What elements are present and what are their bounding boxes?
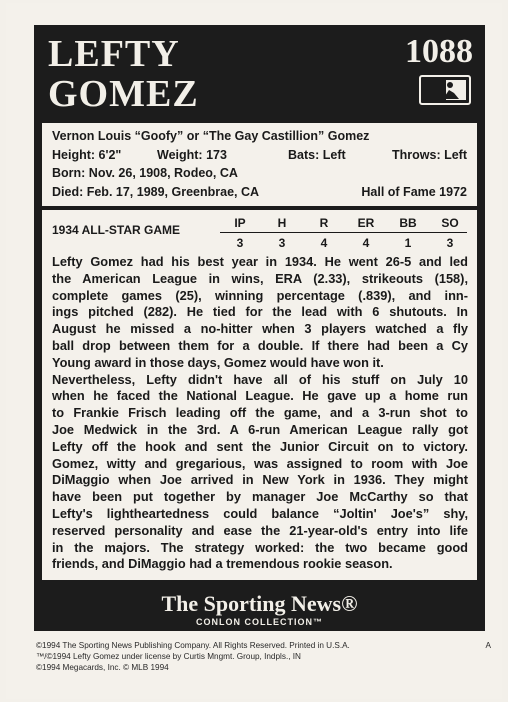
story-line: the American League in wins, ERA (2.33), strikeouts (158), bbox=[52, 270, 468, 286]
story-line: Lefty off the hook and sent the Junior Circuit on to victory. bbox=[52, 438, 468, 454]
story-text bbox=[52, 254, 468, 573]
story-line: friends, and DiMaggio had a tremendous rookie season. bbox=[52, 556, 393, 572]
stat-header: R bbox=[319, 216, 329, 230]
stat-header: ER bbox=[357, 216, 375, 230]
stat-value: 3 bbox=[278, 236, 286, 250]
copyright-block bbox=[36, 640, 491, 673]
stat-value: 3 bbox=[236, 236, 244, 250]
throws: Throws: Left bbox=[392, 147, 467, 162]
brand-footer bbox=[34, 585, 485, 631]
stat-line bbox=[52, 216, 467, 252]
copyright-line: ™/©1994 Lefty Gomez under license by Curtis Mngmt. Group, Indpls., IN bbox=[36, 652, 301, 661]
story-line: ball drop between them for a double. If there had been a Cy bbox=[52, 337, 468, 353]
story-line: complete games (25), winning percentage (.839), and inn- bbox=[52, 287, 468, 303]
stat-header: IP bbox=[234, 216, 246, 230]
story-line: ings pitched (282). He tied for the lead with 6 shutouts. In bbox=[52, 304, 468, 320]
died: Died: Feb. 17, 1989, Greenbrae, CA bbox=[52, 184, 260, 199]
brand-subtitle: CONLON COLLECTION™ bbox=[196, 617, 323, 627]
stat-header: SO bbox=[441, 216, 459, 230]
bats: Bats: Left bbox=[288, 147, 346, 162]
brand-logo: The Sporting News® bbox=[161, 591, 358, 616]
player-last-name: GOMEZ bbox=[48, 73, 199, 115]
story-line: August he missed a no-hitter when 3 players watched a fly bbox=[52, 321, 468, 337]
story-panel bbox=[42, 210, 477, 580]
stat-header: H bbox=[277, 216, 287, 230]
story-line: have been put together by manager Joe McCarthy so that bbox=[52, 489, 468, 505]
weight: Weight: 173 bbox=[157, 147, 227, 162]
story-line: Gomez, witty and gregarious, was assigned to room with Joe bbox=[52, 455, 468, 471]
story-line: in the majors. The strategy worked: the two became good bbox=[52, 539, 468, 555]
story-line: Lefty Gomez had his best year in 1934. He went 26-5 and led bbox=[52, 254, 468, 269]
card-frame bbox=[34, 25, 485, 631]
story-line: reserved personality and ease the 21-year-old's entry into life bbox=[52, 522, 468, 538]
stat-header: BB bbox=[399, 216, 417, 230]
stat-value: 3 bbox=[446, 236, 454, 250]
stat-label: 1934 ALL-STAR GAME bbox=[52, 223, 181, 237]
player-first-name: LEFTY bbox=[48, 33, 180, 75]
player-bio bbox=[42, 123, 477, 206]
story-line: Lefty's lightheartedness could balance “Joltin' Joe's” shy, bbox=[52, 505, 468, 521]
stat-value: 1 bbox=[404, 236, 412, 250]
card-header bbox=[34, 25, 485, 119]
stat-rule bbox=[220, 232, 467, 233]
stat-value: 4 bbox=[320, 236, 328, 250]
story-line: DiMaggio when Joe arrived in New York in 1936. They might bbox=[52, 472, 468, 488]
story-line: Joe Medwick in the 3rd. A 6-run American League rally got bbox=[52, 421, 468, 437]
hall-of-fame: Hall of Fame 1972 bbox=[361, 184, 467, 199]
story-line: to Frankie Frisch leading off the game, and a 3-run shot to bbox=[52, 405, 468, 421]
baseball-card-back bbox=[6, 3, 502, 699]
player-name bbox=[48, 35, 199, 115]
height: Height: 6'2" bbox=[52, 147, 122, 162]
born: Born: Nov. 26, 1908, Rodeo, CA bbox=[52, 166, 238, 180]
story-line: when he faced the National League. He gave up a home run bbox=[52, 388, 468, 404]
story-line: Young award in those days, Gomez would have won it. bbox=[52, 354, 384, 370]
stat-value: 4 bbox=[362, 236, 370, 250]
mlb-logo-icon bbox=[419, 75, 471, 105]
copyright-line: ©1994 Megacards, Inc. © MLB 1994 bbox=[36, 663, 169, 672]
card-number: 1088 bbox=[405, 33, 473, 70]
copyright-line: ©1994 The Sporting News Publishing Company. All Rights Reserved. Printed in U.S.A. bbox=[36, 641, 350, 650]
print-mark: A bbox=[485, 641, 491, 650]
full-name: Vernon Louis “Goofy” or “The Gay Castillion” Gomez bbox=[52, 129, 370, 143]
story-line: Nevertheless, Lefty didn't have all of his stuff on July 10 bbox=[52, 371, 468, 387]
